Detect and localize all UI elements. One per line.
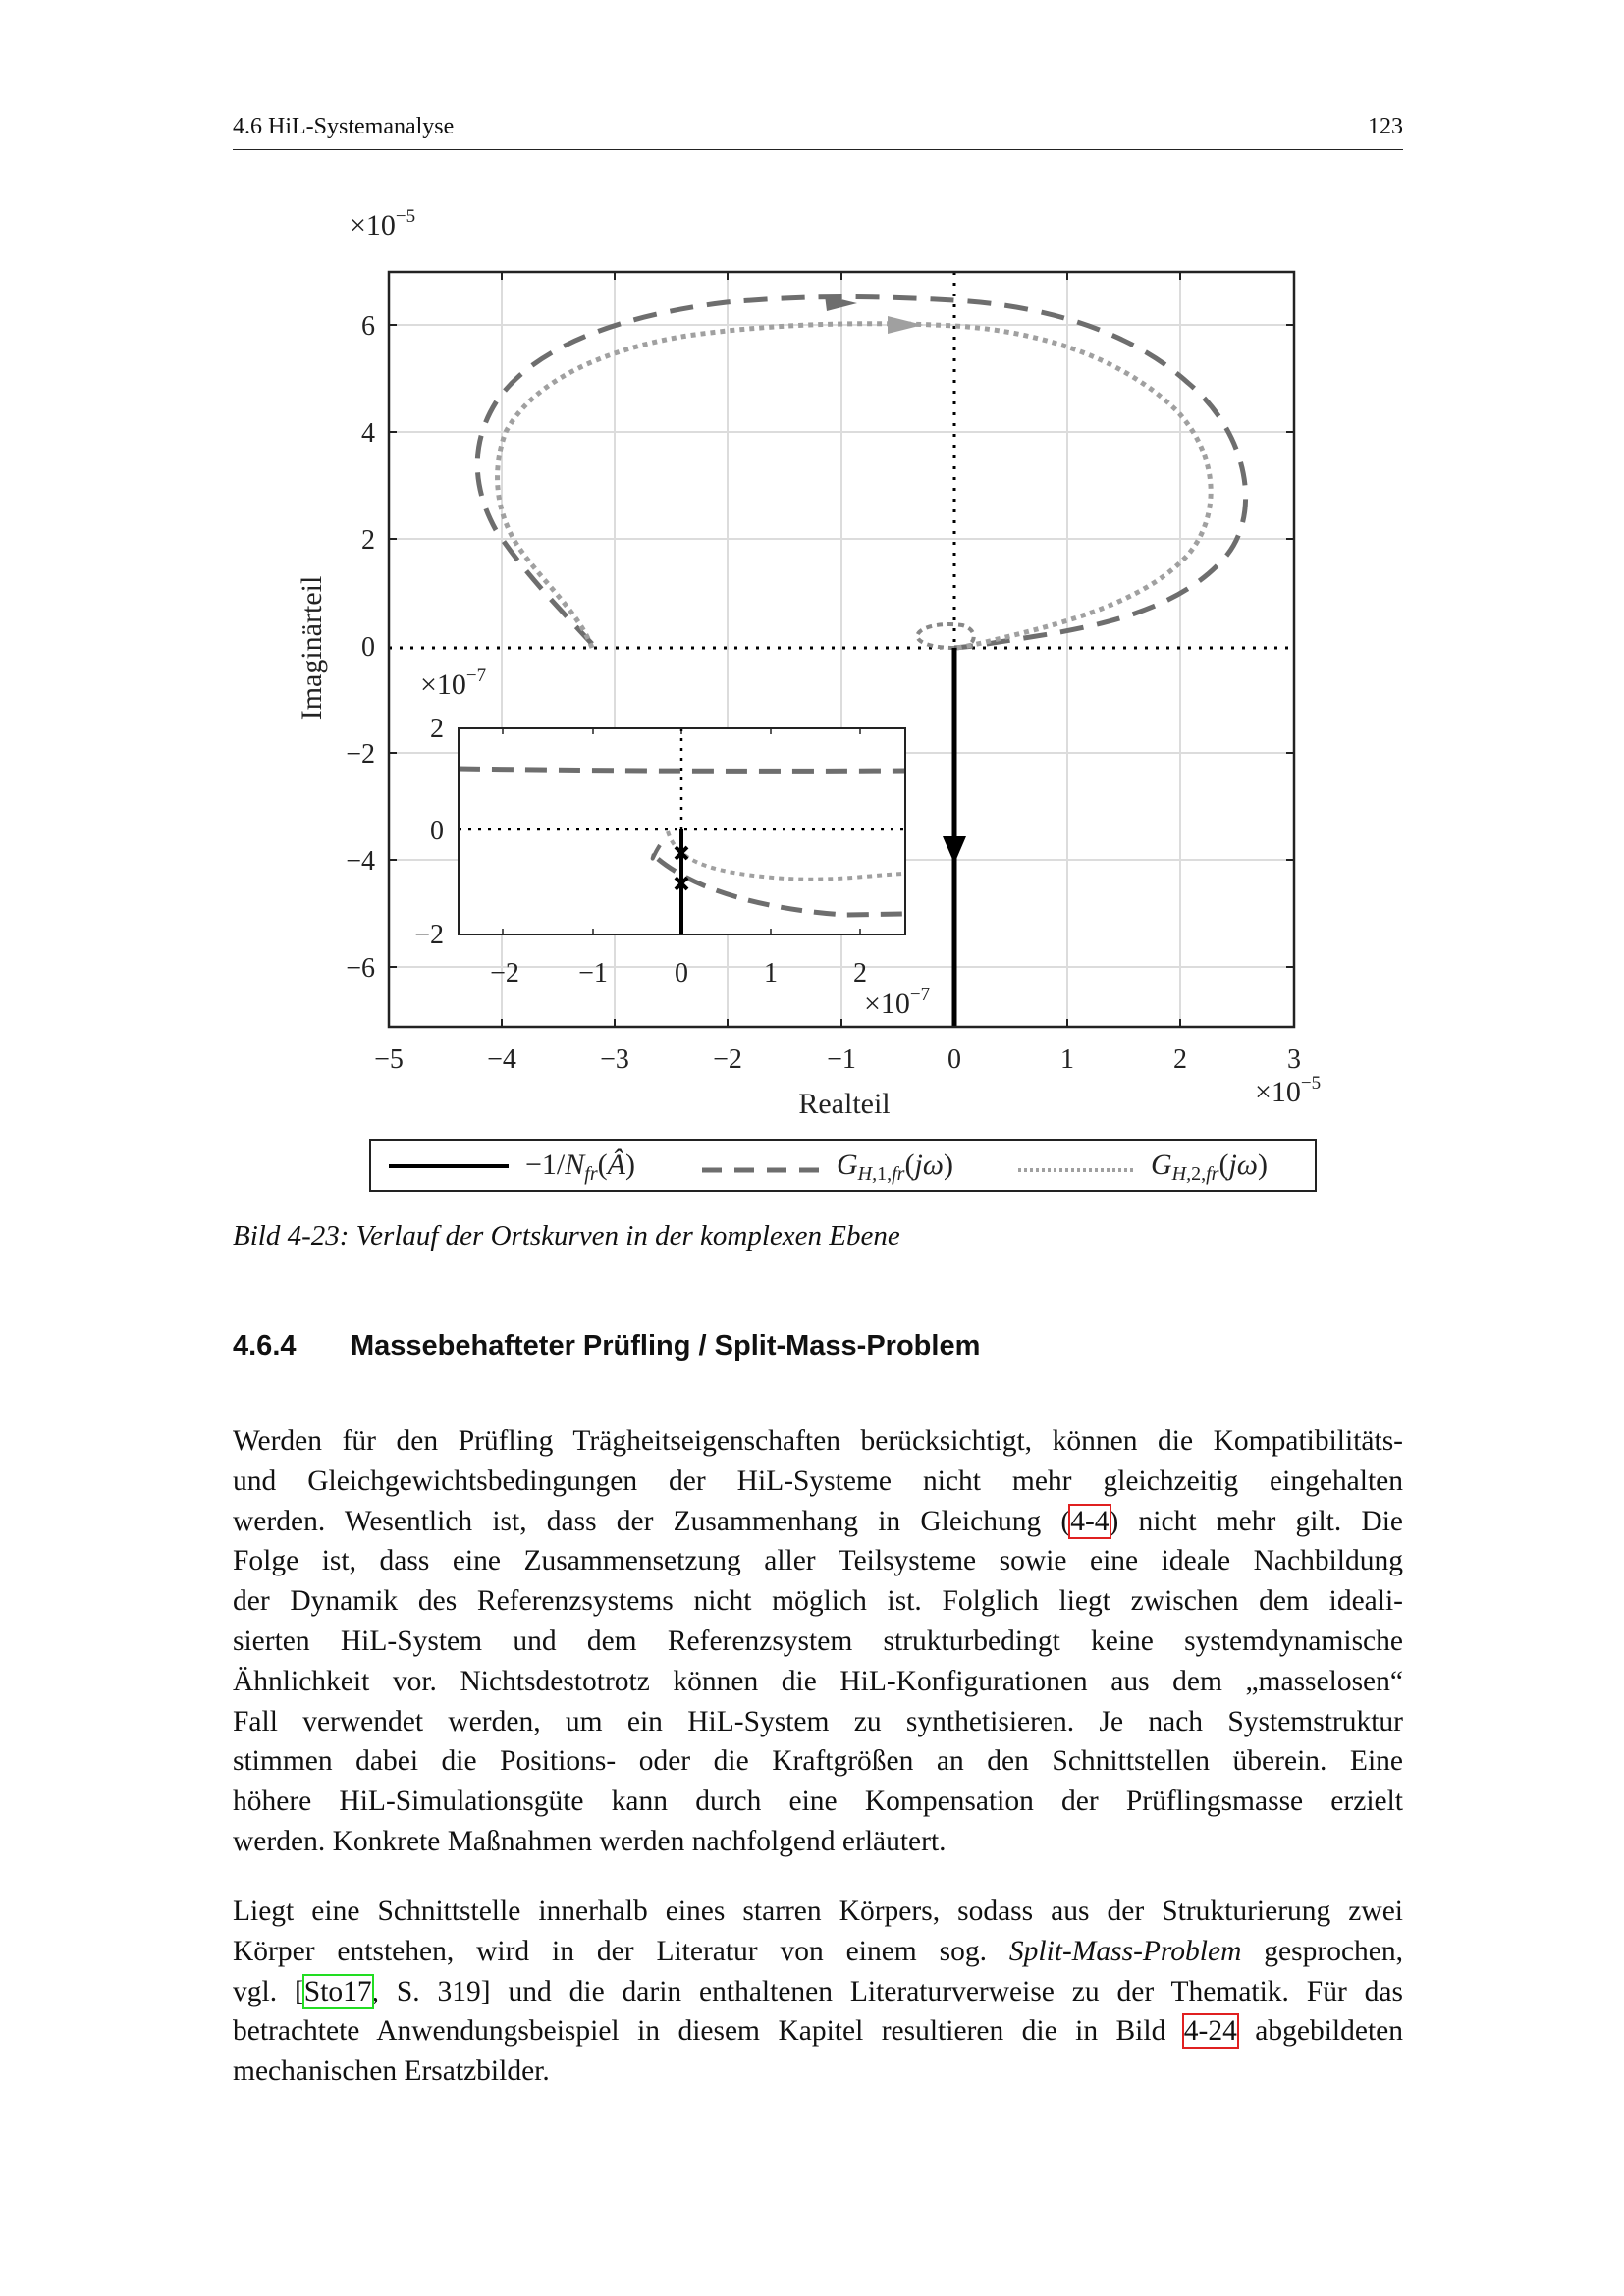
- main-x-tick-labels: [374, 1044, 1301, 1075]
- p1-line: sierten HiL-System und dem Referenzsystem strukturbedingt keine systemdynamische: [233, 1625, 1403, 1657]
- y-axis-label: Imaginärteil: [296, 575, 328, 721]
- p2-line: [233, 1972, 1403, 2012]
- inset-x-tick-labels: [490, 958, 867, 988]
- series-gh2-dotted: [498, 324, 1212, 648]
- p1-line: stimmen dabei die Positions- oder die Kraftgrößen an den Schnittstellen überein. Eine: [233, 1745, 1403, 1778]
- svg-text:1: 1: [764, 958, 778, 988]
- p2-text: abgebildeten: [1236, 2015, 1403, 2048]
- figure-caption-text: : Verlauf der Ortskurven in der komplexen Ebene: [339, 1220, 900, 1252]
- svg-text:−5: −5: [374, 1044, 404, 1075]
- p1-line: der Dynamik des Referenzsystems nicht möglich ist. Folglich liegt zwischen dem ideali-: [233, 1585, 1403, 1618]
- gh2-direction-arrow-icon: [888, 316, 923, 334]
- p1-line: Ähnlichkeit vor. Nichtsdestotrotz können die HiL-Konfigurationen aus dem „masselosen“: [233, 1665, 1403, 1697]
- x-axis-label: Realteil: [798, 1088, 891, 1120]
- svg-text:−2: −2: [346, 739, 375, 770]
- series-gh1-dashed: [477, 297, 1245, 649]
- p2-text: vgl. [: [233, 1975, 304, 2007]
- p2-text: gesprochen,: [1241, 1935, 1404, 1967]
- main-y-tick-labels: [346, 311, 375, 984]
- p1-line: Fall verwendet werden, um ein HiL-System zu synthetisieren. Je nach Systemstruktur: [233, 1705, 1403, 1737]
- figure-caption: [233, 1220, 900, 1253]
- p2-line: mechanischen Ersatzbilder.: [233, 2056, 550, 2088]
- svg-text:0: 0: [675, 958, 688, 988]
- svg-text:−2: −2: [713, 1044, 742, 1075]
- svg-text:−2: −2: [414, 920, 444, 950]
- running-head-section: 4.6 HiL-Systemanalyse: [233, 114, 455, 139]
- paragraph-1: [233, 1421, 1403, 1862]
- p1-line: werden. Konkrete Maßnahmen werden nachfolgend erläutert.: [233, 1825, 947, 1857]
- p2-line: Liegt eine Schnittstelle innerhalb eines starren Körpers, sodass aus der Strukturierung zwei: [233, 1896, 1403, 1927]
- inset-x-exponent: $\times 10^{-7}$: [864, 985, 931, 1020]
- svg-text:0: 0: [947, 1044, 961, 1075]
- svg-text:1: 1: [1060, 1044, 1074, 1075]
- section-title: Massebehafteter Prüfling / Split-Mass-Problem: [351, 1330, 981, 1362]
- origin-loop: [917, 624, 974, 648]
- svg-text:2: 2: [853, 958, 867, 988]
- svg-text:−6: −6: [346, 953, 375, 984]
- p2-line: [233, 1932, 1403, 1972]
- inset-y-exponent: $\times 10^{-7}$: [420, 666, 487, 701]
- svg-text:6: 6: [361, 311, 375, 342]
- p1-text: ) nicht mehr gilt. Die: [1109, 1505, 1403, 1537]
- p2-text: Körper entstehen, wird in der Literatur von einem sog.: [233, 1935, 1009, 1967]
- svg-text:−4: −4: [346, 846, 375, 877]
- svg-text:4: 4: [361, 418, 375, 449]
- figure-ref-link[interactable]: 4-24: [1183, 2015, 1237, 2048]
- p1-line: Werden für den Prüfling Trägheitseigenschaften berücksichtigt, können die Kompatibilitäts-: [233, 1425, 1403, 1457]
- svg-text:3: 3: [1287, 1044, 1301, 1075]
- page-number: 123: [1368, 114, 1403, 139]
- svg-text:0: 0: [430, 816, 444, 846]
- equation-ref-link[interactable]: 4-4: [1070, 1505, 1110, 1537]
- p2-text: betrachtete Anwendungsbeispiel in diesem Kapitel resultieren die in Bild: [233, 2015, 1184, 2048]
- p1-line: Folge ist, dass eine Zusammensetzung aller Teilsysteme sowie eine ideale Nachbildung: [233, 1545, 1403, 1577]
- p1-line: [233, 1502, 1403, 1542]
- svg-text:−4: −4: [487, 1044, 516, 1075]
- p1-line: höhere HiL-Simulationsgüte kann durch eine Kompensation der Prüflingsmasse erzielt: [233, 1786, 1403, 1818]
- svg-text:2: 2: [1173, 1044, 1187, 1075]
- p1-text: werden. Wesentlich ist, dass der Zusammenhang in Gleichung (: [233, 1505, 1071, 1537]
- main-x-exponent: $\times 10^{-5}$: [1255, 1073, 1322, 1108]
- svg-text:−3: −3: [600, 1044, 629, 1075]
- svg-text:2: 2: [430, 714, 444, 744]
- main-y-exponent: $\times 10^{-5}$: [350, 206, 416, 241]
- p2-line: [233, 2011, 1403, 2052]
- citation-link[interactable]: Sto17: [303, 1975, 372, 2007]
- svg-text:−1: −1: [578, 958, 608, 988]
- p1-line: und Gleichgewichtsbedingungen der HiL-Systeme nicht mehr gleichzeitig eingehalten: [233, 1465, 1403, 1497]
- svg-text:0: 0: [361, 632, 375, 663]
- section-number: 4.6.4: [233, 1330, 297, 1362]
- legend-label-neg-inv-n: $-1/N_{fr}(Â)$: [525, 1148, 635, 1185]
- svg-text:−1: −1: [827, 1044, 856, 1075]
- inset-y-tick-labels: [414, 714, 444, 950]
- svg-text:−2: −2: [490, 958, 519, 988]
- figure-caption-label: Bild 4-23: [233, 1220, 340, 1252]
- legend-label-gh2: $G_{H,}2,fr(j\omega)$: [1151, 1148, 1268, 1185]
- svg-text:2: 2: [361, 525, 375, 556]
- p2-text: , S. 319] und die darin enthaltenen Literaturverweise zu der Thematik. Für das: [371, 1975, 1403, 2007]
- legend-label-gh1: $G_{H,}1,fr(j\omega)$: [837, 1148, 953, 1185]
- paragraph-2: [233, 1892, 1403, 2092]
- p2-emphasis: Split-Mass-Problem: [1008, 1935, 1242, 1967]
- section-heading: [233, 1330, 980, 1362]
